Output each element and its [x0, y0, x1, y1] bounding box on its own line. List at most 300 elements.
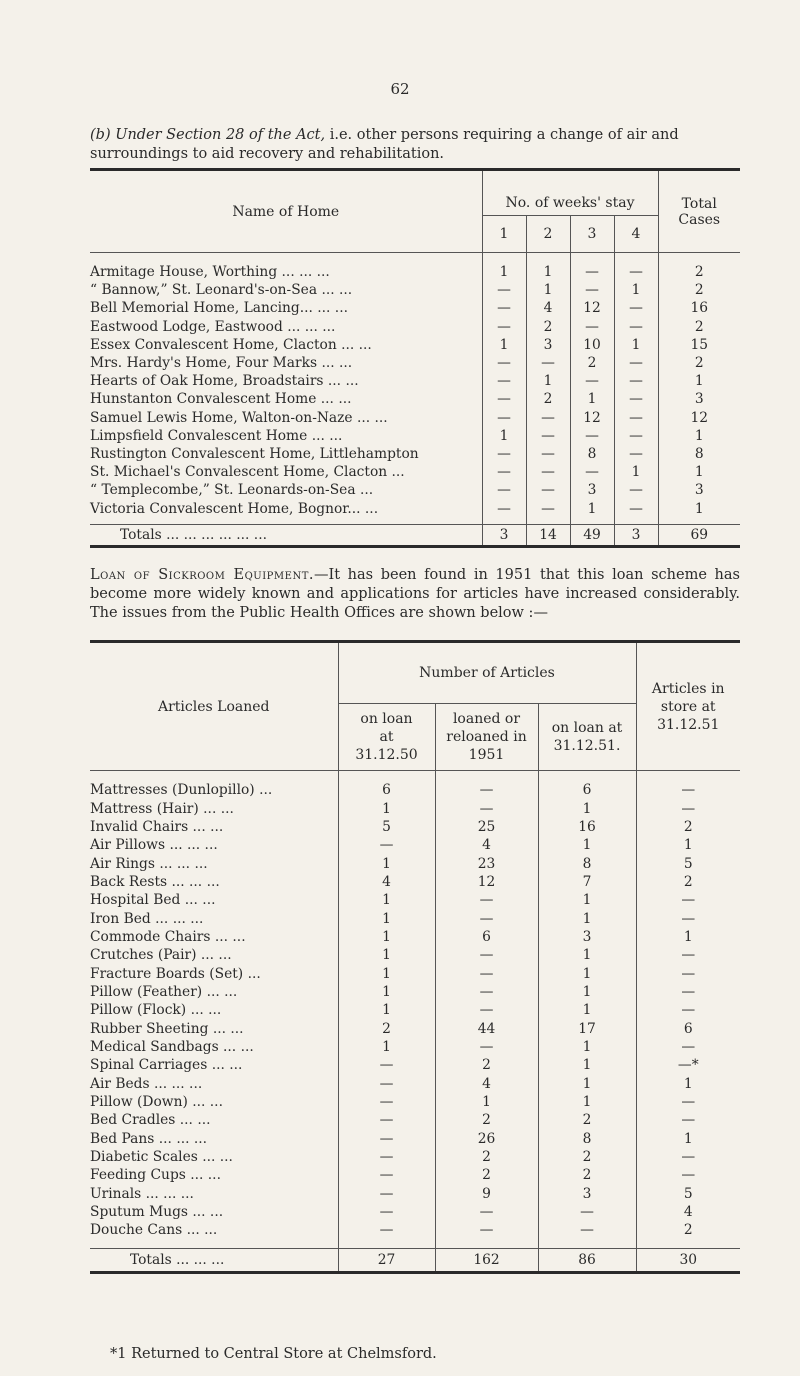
- home-week-3: —: [570, 318, 614, 336]
- articles-table-row: [90, 873, 740, 891]
- homes-total-cases: 69: [658, 524, 740, 546]
- homes-totals-row: [90, 524, 740, 546]
- article-in-store: —: [636, 781, 740, 799]
- article-on-loan-1951: 1: [538, 836, 636, 854]
- home-name: Bell Memorial Home, Lancing...: [90, 300, 313, 317]
- article-on-loan-1951: —: [538, 1221, 636, 1239]
- home-week-3: 8: [570, 445, 614, 463]
- article-name: Diabetic Scales: [90, 1149, 198, 1166]
- homes-header-row: [90, 170, 740, 216]
- intro-italic: Under Section 28 of the Act,: [115, 127, 326, 143]
- article-leader-dots: ... ...: [203, 800, 234, 817]
- articles-table: [90, 640, 740, 1274]
- article-name: Bed Cradles: [90, 1112, 176, 1129]
- homes-total-w4: 3: [614, 524, 658, 546]
- article-on-loan-1951: 3: [538, 1185, 636, 1203]
- article-name: Air Pillows ...: [90, 837, 183, 854]
- home-week-2: —: [526, 445, 570, 463]
- articles-col-store: Articles in store at 31.12.51: [636, 642, 740, 771]
- articles-table-row: [90, 781, 740, 799]
- article-on-loan-1951: 1: [538, 891, 636, 909]
- home-leader-dots: ... ...: [327, 373, 359, 390]
- home-leader-dots: ...: [391, 464, 405, 481]
- article-on-loan-1951: 17: [538, 1019, 636, 1037]
- articles-col-name: Articles Loaned: [90, 642, 338, 771]
- article-name: Urinals: [90, 1185, 142, 1202]
- article-in-store: —: [636, 1001, 740, 1019]
- home-week-3: 3: [570, 481, 614, 499]
- articles-table-row: [90, 964, 740, 982]
- article-in-store: 1: [636, 1130, 740, 1148]
- articles-table-row: [90, 1111, 740, 1129]
- home-week-3: —: [570, 281, 614, 299]
- footnote: *1 Returned to Central Store at Chelmsford.: [110, 1346, 437, 1362]
- home-total-cases: 8: [658, 445, 740, 463]
- home-week-4: —: [614, 390, 658, 408]
- home-week-4: —: [614, 318, 658, 336]
- article-on-loan-1951: 1: [538, 799, 636, 817]
- home-name: Mrs. Hardy's Home, Four Marks: [90, 355, 318, 372]
- home-week-3: —: [570, 263, 614, 281]
- homes-table-row: [90, 299, 740, 317]
- home-total-cases: 1: [658, 427, 740, 445]
- articles-total-a: 27: [338, 1248, 435, 1272]
- home-total-cases: 15: [658, 336, 740, 354]
- home-week-3: 2: [570, 354, 614, 372]
- article-in-store: —: [636, 1111, 740, 1129]
- article-on-loan-1950: 1: [338, 854, 435, 872]
- articles-table-row: [90, 1075, 740, 1093]
- article-name: Medical Sandbags ...: [90, 1038, 237, 1055]
- home-leader-dots: ... ...: [321, 355, 353, 372]
- article-leader-dots: ... ... ...: [145, 1185, 194, 1202]
- article-in-store: —: [636, 983, 740, 1001]
- article-name: Fracture Boards (Set): [90, 965, 244, 982]
- article-loaned-1951: —: [435, 891, 538, 909]
- homes-table-row: [90, 409, 740, 427]
- homes-table-row: [90, 281, 740, 299]
- article-name: Mattresses (Dunlopillo): [90, 782, 255, 799]
- articles-table-row: [90, 1001, 740, 1019]
- article-name: Crutches (Pair): [90, 947, 197, 964]
- article-leader-dots: ... ...: [189, 873, 220, 890]
- articles-table-row: [90, 1185, 740, 1203]
- home-week-2: —: [526, 427, 570, 445]
- article-name: Rubber Sheeting: [90, 1020, 209, 1037]
- article-loaned-1951: 2: [435, 1166, 538, 1184]
- article-in-store: —: [636, 891, 740, 909]
- home-week-1: —: [482, 409, 526, 427]
- home-total-cases: 2: [658, 281, 740, 299]
- articles-table-row: [90, 1203, 740, 1221]
- articles-table-row: [90, 891, 740, 909]
- article-loaned-1951: 2: [435, 1111, 538, 1129]
- home-leader-dots: ... ... ...: [281, 264, 330, 281]
- home-name: Hearts of Oak Home, Broadstairs: [90, 373, 324, 390]
- article-on-loan-1951: 1: [538, 983, 636, 1001]
- article-name: Pillow (Feather): [90, 983, 203, 1000]
- home-leader-dots: ... ... ...: [287, 318, 336, 335]
- home-name: Samuel Lewis Home, Walton-on-Naze: [90, 409, 353, 426]
- articles-table-row: [90, 818, 740, 836]
- home-name: Rustington Convalescent Home, Littlehampton: [90, 445, 419, 462]
- article-on-loan-1950: 1: [338, 909, 435, 927]
- home-week-2: 4: [526, 299, 570, 317]
- home-leader-dots: ... ...: [321, 282, 353, 299]
- loan-paragraph: [90, 566, 740, 623]
- home-week-2: 1: [526, 281, 570, 299]
- homes-table-row: [90, 481, 740, 499]
- articles-table-row: [90, 1148, 740, 1166]
- article-loaned-1951: —: [435, 909, 538, 927]
- article-leader-dots: ... ...: [190, 1002, 222, 1019]
- article-on-loan-1950: —: [338, 1221, 435, 1239]
- article-leader-dots: ... ...: [212, 1020, 244, 1037]
- articles-total-b: 162: [435, 1248, 538, 1272]
- article-in-store: —: [636, 1093, 740, 1111]
- homes-totals-dots: ... ... ... ... ... ...: [166, 526, 267, 543]
- articles-col-b: loaned or reloaned in 1951: [435, 704, 538, 771]
- article-leader-dots: ...: [240, 1038, 254, 1055]
- article-loaned-1951: 26: [435, 1130, 538, 1148]
- homes-col-name: Name of Home: [90, 170, 482, 253]
- article-on-loan-1951: 1: [538, 1075, 636, 1093]
- article-loaned-1951: 2: [435, 1148, 538, 1166]
- home-week-4: —: [614, 372, 658, 390]
- article-on-loan-1950: 1: [338, 799, 435, 817]
- article-on-loan-1950: —: [338, 1130, 435, 1148]
- article-leader-dots: ... ... ...: [153, 1075, 203, 1092]
- homes-total-w1: 3: [482, 524, 526, 546]
- articles-header-row: [90, 642, 740, 704]
- page-number: 62: [390, 80, 410, 98]
- article-name: Iron Bed: [90, 910, 151, 927]
- article-in-store: —: [636, 909, 740, 927]
- article-leader-dots: ... ...: [187, 837, 218, 854]
- article-on-loan-1950: 1: [338, 1001, 435, 1019]
- home-total-cases: 1: [658, 372, 740, 390]
- article-on-loan-1950: —: [338, 1111, 435, 1129]
- home-week-2: —: [526, 499, 570, 517]
- article-leader-dots: ... ...: [192, 1204, 224, 1221]
- article-leader-dots: ... ...: [192, 818, 224, 835]
- article-loaned-1951: 44: [435, 1019, 538, 1037]
- article-leader-dots: ... ... ...: [159, 855, 208, 872]
- home-week-4: —: [614, 427, 658, 445]
- article-name: Back Rests ...: [90, 873, 185, 890]
- home-total-cases: 1: [658, 463, 740, 481]
- articles-total-c: 86: [538, 1248, 636, 1272]
- article-on-loan-1950: 1: [338, 1038, 435, 1056]
- article-leader-dots: ... ...: [200, 947, 232, 964]
- article-leader-dots: ... ...: [192, 1094, 223, 1111]
- articles-table-row: [90, 1056, 740, 1074]
- article-on-loan-1950: 1: [338, 946, 435, 964]
- loan-heading: Loan of Sickroom Equipment.: [90, 567, 314, 583]
- article-leader-dots: ... ...: [179, 1112, 211, 1129]
- article-in-store: —: [636, 799, 740, 817]
- home-total-cases: 2: [658, 318, 740, 336]
- article-loaned-1951: —: [435, 983, 538, 1001]
- article-in-store: —: [636, 946, 740, 964]
- home-week-1: —: [482, 281, 526, 299]
- article-in-store: 4: [636, 1203, 740, 1221]
- intro-text: i.e. other persons requiring a change of air and surroundings to aid recovery and rehabilitation.: [90, 127, 679, 162]
- homes-table-row: [90, 263, 740, 281]
- article-on-loan-1951: 1: [538, 1093, 636, 1111]
- homes-table-row: [90, 390, 740, 408]
- article-leader-dots: ... ...: [190, 1167, 221, 1184]
- article-on-loan-1950: —: [338, 1203, 435, 1221]
- article-on-loan-1950: 1: [338, 891, 435, 909]
- article-loaned-1951: —: [435, 1221, 538, 1239]
- article-on-loan-1951: 6: [538, 781, 636, 799]
- article-leader-dots: ... ...: [202, 1149, 233, 1166]
- article-in-store: 1: [636, 836, 740, 854]
- home-leader-dots: ...: [364, 500, 379, 517]
- articles-table-row: [90, 1019, 740, 1037]
- home-leader-dots: ...: [359, 482, 374, 499]
- article-loaned-1951: 6: [435, 928, 538, 946]
- article-on-loan-1950: —: [338, 1075, 435, 1093]
- home-name: Limpsfield Convalescent Home: [90, 427, 308, 444]
- home-week-4: —: [614, 481, 658, 499]
- articles-table-row: [90, 799, 740, 817]
- home-name: Armitage House, Worthing: [90, 264, 278, 281]
- article-loaned-1951: 9: [435, 1185, 538, 1203]
- home-leader-dots: ... ...: [311, 427, 343, 444]
- home-name: “ Bannow,” St. Leonard's-on-Sea: [90, 282, 318, 299]
- homes-table-row: [90, 499, 740, 517]
- home-name: Eastwood Lodge, Eastwood: [90, 318, 283, 335]
- article-leader-dots: ... ...: [186, 1222, 218, 1239]
- articles-col-a: on loan at 31.12.50: [338, 704, 435, 771]
- homes-table-row: [90, 336, 740, 354]
- articles-table-row: [90, 928, 740, 946]
- article-on-loan-1951: 16: [538, 818, 636, 836]
- article-on-loan-1950: —: [338, 836, 435, 854]
- article-on-loan-1951: 3: [538, 928, 636, 946]
- home-week-4: —: [614, 499, 658, 517]
- article-in-store: 1: [636, 1075, 740, 1093]
- home-total-cases: 3: [658, 390, 740, 408]
- home-week-1: —: [482, 318, 526, 336]
- home-total-cases: 3: [658, 481, 740, 499]
- home-week-1: —: [482, 390, 526, 408]
- homes-total-w3: 49: [570, 524, 614, 546]
- home-week-2: 1: [526, 263, 570, 281]
- home-week-2: 3: [526, 336, 570, 354]
- articles-table-row: [90, 1093, 740, 1111]
- article-name: Sputum Mugs: [90, 1204, 188, 1221]
- article-leader-dots: ... ...: [206, 983, 238, 1000]
- article-leader-dots: ... ...: [184, 892, 216, 909]
- homes-table-row: [90, 427, 740, 445]
- article-in-store: 2: [636, 873, 740, 891]
- articles-totals-dots: ... ...: [193, 1251, 225, 1268]
- articles-table-row: [90, 1130, 740, 1148]
- article-name: Douche Cans: [90, 1222, 183, 1239]
- article-loaned-1951: 4: [435, 836, 538, 854]
- article-on-loan-1950: 2: [338, 1019, 435, 1037]
- article-name: Pillow (Flock): [90, 1002, 187, 1019]
- article-name: Pillow (Down): [90, 1094, 188, 1111]
- article-in-store: 2: [636, 818, 740, 836]
- articles-totals-row: [90, 1248, 740, 1272]
- article-loaned-1951: 12: [435, 873, 538, 891]
- article-name: Air Beds: [90, 1075, 150, 1092]
- article-on-loan-1951: 1: [538, 1056, 636, 1074]
- home-name: Victoria Convalescent Home, Bognor...: [90, 500, 361, 517]
- intro-paragraph: [90, 126, 740, 164]
- homes-table-row: [90, 445, 740, 463]
- home-week-1: 1: [482, 263, 526, 281]
- home-week-4: —: [614, 409, 658, 427]
- article-name: Hospital Bed: [90, 892, 181, 909]
- home-week-1: —: [482, 299, 526, 317]
- home-week-2: 1: [526, 372, 570, 390]
- article-on-loan-1951: 8: [538, 1130, 636, 1148]
- article-loaned-1951: 25: [435, 818, 538, 836]
- article-in-store: 6: [636, 1019, 740, 1037]
- articles-col-group: Number of Articles: [338, 642, 636, 704]
- article-on-loan-1950: 1: [338, 983, 435, 1001]
- home-leader-dots: ... ...: [341, 336, 372, 353]
- article-on-loan-1951: 1: [538, 1001, 636, 1019]
- article-on-loan-1951: 1: [538, 964, 636, 982]
- article-in-store: 2: [636, 1221, 740, 1239]
- article-name: Feeding Cups: [90, 1167, 186, 1184]
- home-leader-dots: ... ...: [317, 300, 348, 317]
- articles-table-row: [90, 854, 740, 872]
- home-week-4: 1: [614, 281, 658, 299]
- home-name: St. Michael's Convalescent Home, Clacton: [90, 464, 388, 481]
- home-leader-dots: ... ...: [320, 391, 352, 408]
- article-leader-dots: ... ... ...: [155, 910, 204, 927]
- article-on-loan-1950: —: [338, 1185, 435, 1203]
- home-name: Essex Convalescent Home, Clacton: [90, 336, 337, 353]
- home-name: Hunstanton Convalescent Home: [90, 391, 317, 408]
- article-leader-dots: ... ... ...: [158, 1130, 208, 1147]
- home-week-2: —: [526, 409, 570, 427]
- article-on-loan-1950: —: [338, 1166, 435, 1184]
- homes-col-week-1: 1: [482, 216, 526, 253]
- home-week-1: —: [482, 481, 526, 499]
- articles-col-c: on loan at 31.12.51.: [538, 704, 636, 771]
- article-name: Commode Chairs: [90, 928, 211, 945]
- home-week-1: —: [482, 372, 526, 390]
- article-leader-dots: ... ...: [214, 928, 246, 945]
- home-week-3: —: [570, 372, 614, 390]
- home-week-3: —: [570, 463, 614, 481]
- article-leader-dots: ...: [247, 965, 261, 982]
- article-in-store: —: [636, 1148, 740, 1166]
- article-on-loan-1951: —: [538, 1203, 636, 1221]
- home-week-3: 12: [570, 299, 614, 317]
- home-week-2: 2: [526, 390, 570, 408]
- intro-label: (b): [90, 127, 111, 143]
- article-leader-dots: ... ...: [211, 1057, 243, 1074]
- homes-table-row: [90, 372, 740, 390]
- article-loaned-1951: —: [435, 781, 538, 799]
- article-on-loan-1951: 7: [538, 873, 636, 891]
- article-on-loan-1950: 5: [338, 818, 435, 836]
- article-leader-dots: ...: [259, 782, 273, 799]
- article-in-store: 5: [636, 854, 740, 872]
- articles-table-row: [90, 1221, 740, 1239]
- articles-table-row: [90, 836, 740, 854]
- home-leader-dots: ... ...: [356, 409, 388, 426]
- article-loaned-1951: —: [435, 1001, 538, 1019]
- homes-col-week-3: 3: [570, 216, 614, 253]
- homes-col-week-4: 4: [614, 216, 658, 253]
- article-loaned-1951: 2: [435, 1056, 538, 1074]
- article-on-loan-1950: 4: [338, 873, 435, 891]
- homes-col-total: Total Cases: [658, 170, 740, 253]
- article-name: Mattress (Hair): [90, 800, 199, 817]
- homes-total-w2: 14: [526, 524, 570, 546]
- home-week-4: —: [614, 445, 658, 463]
- home-week-3: 1: [570, 499, 614, 517]
- article-on-loan-1950: 6: [338, 781, 435, 799]
- article-loaned-1951: —: [435, 1203, 538, 1221]
- article-on-loan-1951: 2: [538, 1166, 636, 1184]
- home-week-1: —: [482, 354, 526, 372]
- articles-table-row: [90, 1038, 740, 1056]
- article-on-loan-1950: —: [338, 1056, 435, 1074]
- article-name: Air Rings: [90, 855, 155, 872]
- article-loaned-1951: —: [435, 964, 538, 982]
- homes-col-week-2: 2: [526, 216, 570, 253]
- home-week-1: —: [482, 463, 526, 481]
- article-in-store: —*: [636, 1056, 740, 1074]
- home-week-2: —: [526, 463, 570, 481]
- home-week-1: —: [482, 499, 526, 517]
- article-loaned-1951: 23: [435, 854, 538, 872]
- article-on-loan-1950: 1: [338, 964, 435, 982]
- home-week-4: 1: [614, 463, 658, 481]
- home-week-1: 1: [482, 336, 526, 354]
- articles-totals-label: Totals ...: [130, 1251, 190, 1268]
- articles-table-row: [90, 909, 740, 927]
- home-week-2: 2: [526, 318, 570, 336]
- articles-table-row: [90, 946, 740, 964]
- home-name: “ Templecombe,” St. Leonards-on-Sea: [90, 482, 356, 499]
- article-on-loan-1951: 2: [538, 1111, 636, 1129]
- homes-col-group: No. of weeks' stay: [482, 170, 658, 216]
- home-week-4: 1: [614, 336, 658, 354]
- article-loaned-1951: —: [435, 799, 538, 817]
- article-on-loan-1951: 1: [538, 909, 636, 927]
- article-in-store: 5: [636, 1185, 740, 1203]
- home-total-cases: 2: [658, 354, 740, 372]
- article-name: Spinal Carriages: [90, 1057, 208, 1074]
- home-week-4: —: [614, 299, 658, 317]
- article-on-loan-1951: 2: [538, 1148, 636, 1166]
- article-loaned-1951: 4: [435, 1075, 538, 1093]
- home-total-cases: 16: [658, 299, 740, 317]
- article-in-store: —: [636, 1166, 740, 1184]
- homes-table-row: [90, 463, 740, 481]
- home-total-cases: 12: [658, 409, 740, 427]
- articles-table-row: [90, 983, 740, 1001]
- article-on-loan-1951: 1: [538, 946, 636, 964]
- article-name: Invalid Chairs: [90, 818, 189, 835]
- article-on-loan-1950: —: [338, 1148, 435, 1166]
- home-week-3: —: [570, 427, 614, 445]
- articles-total-store: 30: [636, 1248, 740, 1272]
- home-total-cases: 1: [658, 499, 740, 517]
